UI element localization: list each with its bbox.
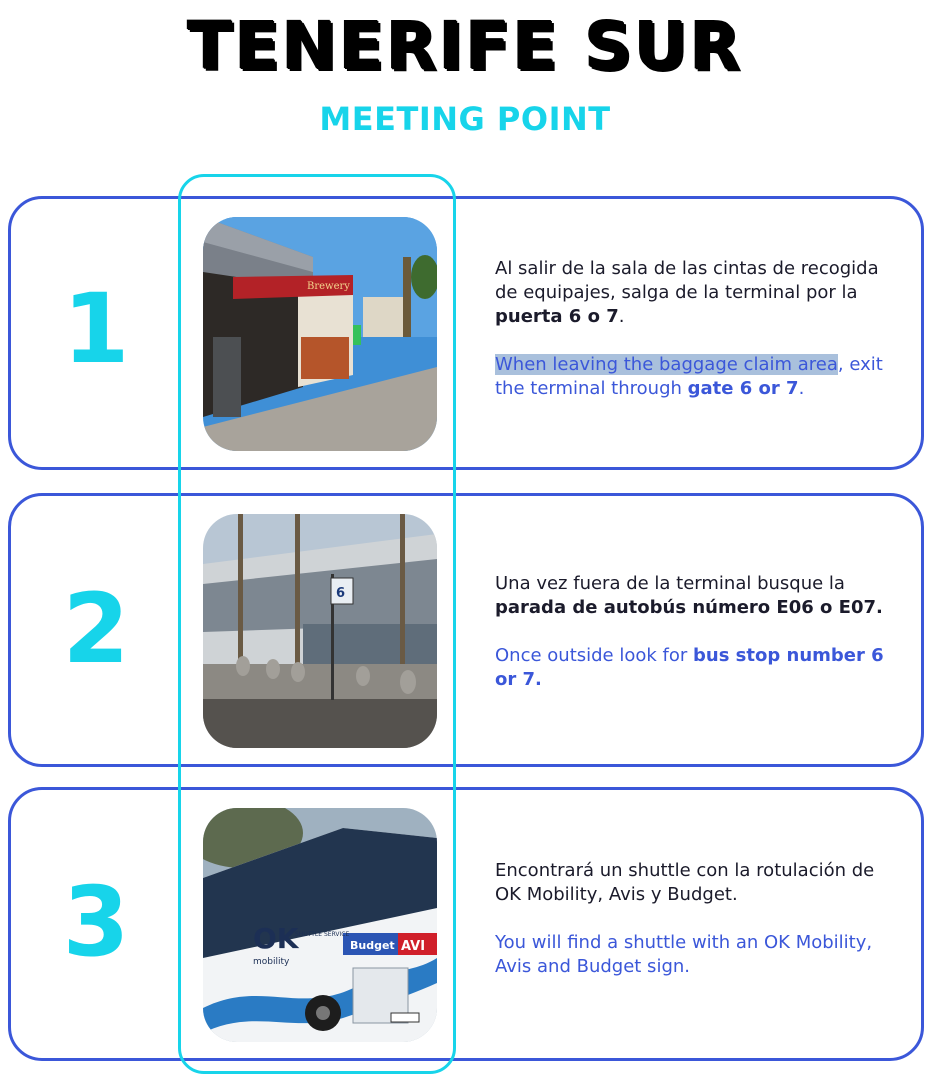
step-number: 3 <box>62 866 130 978</box>
es-text: Al salir de la sala de las cintas de recogida de equipajes, salga de la terminal por la <box>495 258 879 303</box>
es-bold-text: puerta 6 o 7 <box>495 306 619 327</box>
step-number: 1 <box>62 273 130 385</box>
page-title: TENERIFE SUR <box>187 8 743 85</box>
en-text-end: . <box>798 378 805 399</box>
en-text: , exit the terminal through <box>495 354 883 399</box>
page-subtitle: MEETING POINT <box>319 100 611 138</box>
budget-logo-text: Budget <box>350 939 395 952</box>
en-text: Once outside look for <box>495 645 693 666</box>
step-text-1 <box>495 257 895 401</box>
selected-text-highlight[interactable]: When leaving the baggage claim area <box>495 354 838 375</box>
step-text-es: Encontrará un shuttle con la rotulación de OK Mobility, Avis y Budget. <box>495 860 875 905</box>
step-text-es <box>495 257 895 329</box>
bus-stop-sign-text: 6 <box>336 586 346 601</box>
brewery-sign-text: Brewery <box>307 281 350 292</box>
photo-column-frame <box>178 174 456 1074</box>
ok-logo-text: OK <box>253 922 299 955</box>
step-text-3 <box>495 859 895 979</box>
es-text: Una vez fuera de la terminal busque la <box>495 573 845 594</box>
step-text-en <box>495 353 895 401</box>
step-card-2 <box>8 493 924 767</box>
en-bold-text: gate 6 or 7 <box>687 378 799 399</box>
step-text-en: You will find a shuttle with an OK Mobility, Avis and Budget sign. <box>495 932 873 977</box>
step-text-es <box>495 572 895 620</box>
shuttle-service-text: SHUTTLE SERVICE <box>295 931 350 938</box>
step-text-en <box>495 644 895 692</box>
es-text-end: . <box>618 306 625 327</box>
en-bold-text: bus stop number 6 or 7. <box>495 645 884 690</box>
step-number: 2 <box>62 573 130 685</box>
step-text-2 <box>495 572 895 692</box>
step-card-1 <box>8 196 924 470</box>
es-bold-text: parada de autobús número E06 o E07. <box>495 597 883 618</box>
mobility-logo-text: mobility <box>253 957 290 967</box>
avis-logo-text: AVI <box>401 939 426 954</box>
step-card-3 <box>8 787 924 1061</box>
